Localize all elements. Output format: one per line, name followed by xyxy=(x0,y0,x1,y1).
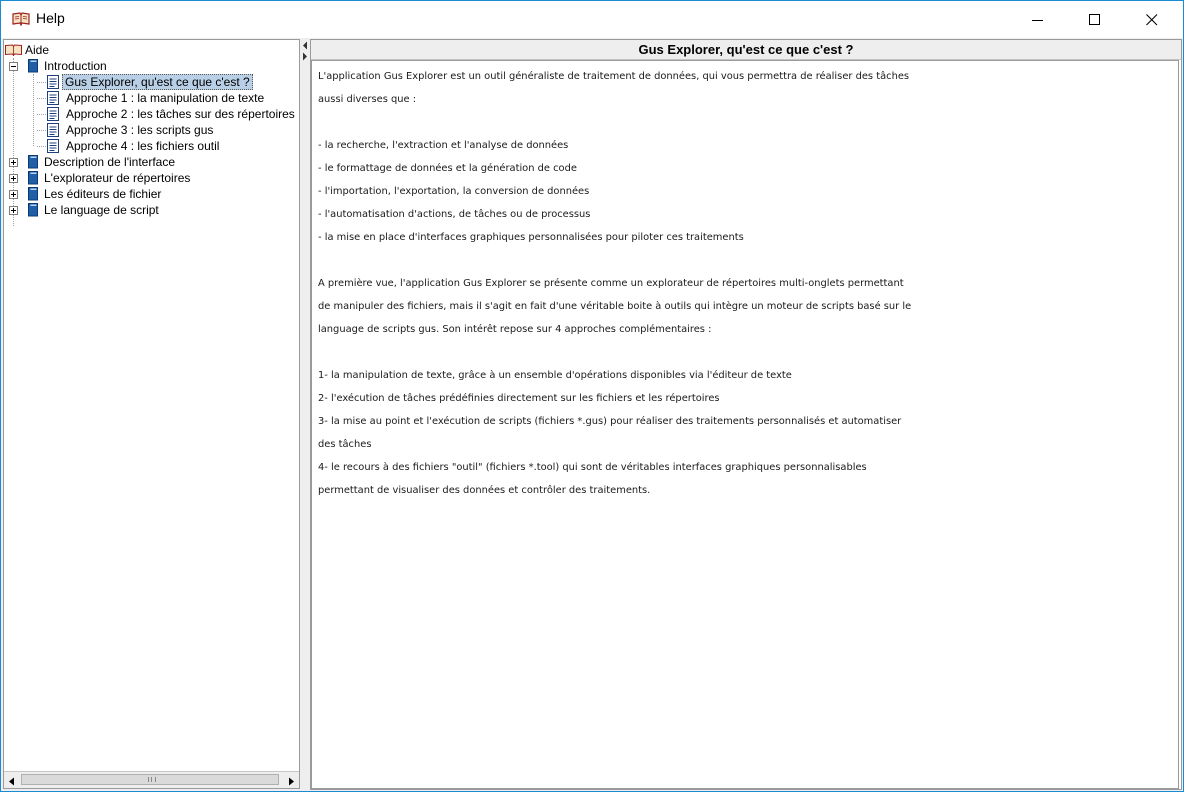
document-line: - l'automatisation d'actions, de tâches ou de processus xyxy=(318,209,591,220)
document-line: - la recherche, l'extraction et l'analyse de données xyxy=(318,140,569,151)
document-line: 3- la mise au point et l'exécution de scripts (fichiers *.gus) pour réaliser des traitements personnalisés et automatiser xyxy=(318,416,902,427)
minimize-button[interactable] xyxy=(1015,1,1061,38)
document-icon xyxy=(47,123,59,137)
open-book-icon xyxy=(5,44,22,56)
document-icon xyxy=(47,139,59,153)
help-content-area xyxy=(1,38,1183,791)
document-icon xyxy=(47,75,59,89)
maximize-icon xyxy=(1089,14,1101,26)
close-icon xyxy=(1146,14,1158,26)
collapse-left-arrow-icon[interactable] xyxy=(302,41,308,50)
expand-toggle[interactable] xyxy=(9,174,18,183)
book-icon xyxy=(27,187,39,201)
tree-item-label: Gus Explorer, qu'est ce que c'est ? xyxy=(62,74,253,90)
paragraph-gap xyxy=(318,111,1178,134)
document-line: de manipuler des fichiers, mais il s'agit en fait d'une véritable boite à outils qui intègre un moteur de scripts basé sur le xyxy=(318,301,912,312)
document-line: 1- la manipulation de texte, grâce à un ensemble d'opérations disponibles via l'éditeur de texte xyxy=(318,370,792,381)
tree-connector xyxy=(33,74,34,146)
tree-connector xyxy=(37,82,46,83)
document-line: permettant de visualiser des données et contrôler des traitements. xyxy=(318,485,651,496)
tree-connector xyxy=(37,114,46,115)
tree-connector xyxy=(37,146,46,147)
tree-item-label: Description de l'interface xyxy=(44,155,176,169)
tree-item-label: Le language de script xyxy=(44,203,159,217)
document-line: aussi diverses que : xyxy=(318,94,417,105)
expand-toggle[interactable] xyxy=(9,190,18,199)
tree-root-label: Aide xyxy=(25,43,50,57)
expand-toggle[interactable] xyxy=(9,158,18,167)
book-icon xyxy=(27,203,39,217)
expand-toggle[interactable] xyxy=(9,206,18,215)
document-line: language de scripts gus. Son intérêt repose sur 4 approches complémentaires : xyxy=(318,324,712,335)
book-icon xyxy=(27,155,39,169)
tree-item-label: Introduction xyxy=(44,59,107,73)
document-line: A première vue, l'application Gus Explorer se présente comme un explorateur de répertoires multi-onglets permettant xyxy=(318,278,904,289)
grip-icon xyxy=(148,777,156,782)
document-line: L'application Gus Explorer est un outil généraliste de traitement de données, qui vous permettra de réaliser des tâches xyxy=(318,71,910,82)
book-icon xyxy=(27,59,39,73)
document-title: Gus Explorer, qu'est ce que c'est ? xyxy=(311,40,1181,60)
triangle-left-icon xyxy=(5,775,19,788)
window-title: Help xyxy=(36,10,65,26)
document-line: 2- l'exécution de tâches prédéfinies directement sur les fichiers et les répertoires xyxy=(318,393,720,404)
help-document-panel xyxy=(310,39,1182,790)
document-line: des tâches xyxy=(318,439,372,450)
document-icon xyxy=(47,107,59,121)
tree-item-label: Approche 1 : la manipulation de texte xyxy=(66,91,265,105)
paragraph-gap xyxy=(318,249,1178,272)
tree-item-label: Approche 3 : les scripts gus xyxy=(66,123,214,137)
scroll-right-button[interactable] xyxy=(284,773,298,786)
book-icon xyxy=(27,171,39,185)
tree-item-label: Approche 2 : les tâches sur des répertoires xyxy=(66,107,295,121)
collapse-toggle[interactable] xyxy=(9,62,18,71)
document-line: - la mise en place d'interfaces graphiques personnalisées pour piloter ces traitements xyxy=(318,232,744,243)
open-book-icon xyxy=(12,11,30,27)
document-line: - l'importation, l'exportation, la conversion de données xyxy=(318,186,590,197)
triangle-right-icon xyxy=(284,775,298,788)
tree-item-label: Les éditeurs de fichier xyxy=(44,187,162,201)
minimize-icon xyxy=(1032,14,1044,26)
paragraph-gap xyxy=(318,341,1178,364)
scrollbar-thumb[interactable] xyxy=(21,774,279,785)
help-tree-panel[interactable] xyxy=(3,39,300,789)
split-pane-divider[interactable] xyxy=(300,38,310,791)
document-line: - le formattage de données et la génération de code xyxy=(318,163,577,174)
expand-right-arrow-icon[interactable] xyxy=(302,52,308,61)
tree-connector xyxy=(37,98,46,99)
maximize-button[interactable] xyxy=(1072,1,1118,38)
document-line: 4- le recours à des fichiers "outil" (fichiers *.tool) qui sont de véritables interfaces graphiques personnalisables xyxy=(318,462,867,473)
document-icon xyxy=(47,91,59,105)
tree-horizontal-scrollbar[interactable] xyxy=(4,771,299,788)
document-body xyxy=(318,65,1178,502)
scroll-left-button[interactable] xyxy=(5,773,19,786)
tree-item-label: Approche 4 : les fichiers outil xyxy=(66,139,220,153)
tree-connector xyxy=(13,58,14,226)
tree-item-label: L'explorateur de répertoires xyxy=(44,171,191,185)
tree-connector xyxy=(37,130,46,131)
title-bar[interactable] xyxy=(1,1,1183,38)
close-button[interactable] xyxy=(1129,1,1175,38)
